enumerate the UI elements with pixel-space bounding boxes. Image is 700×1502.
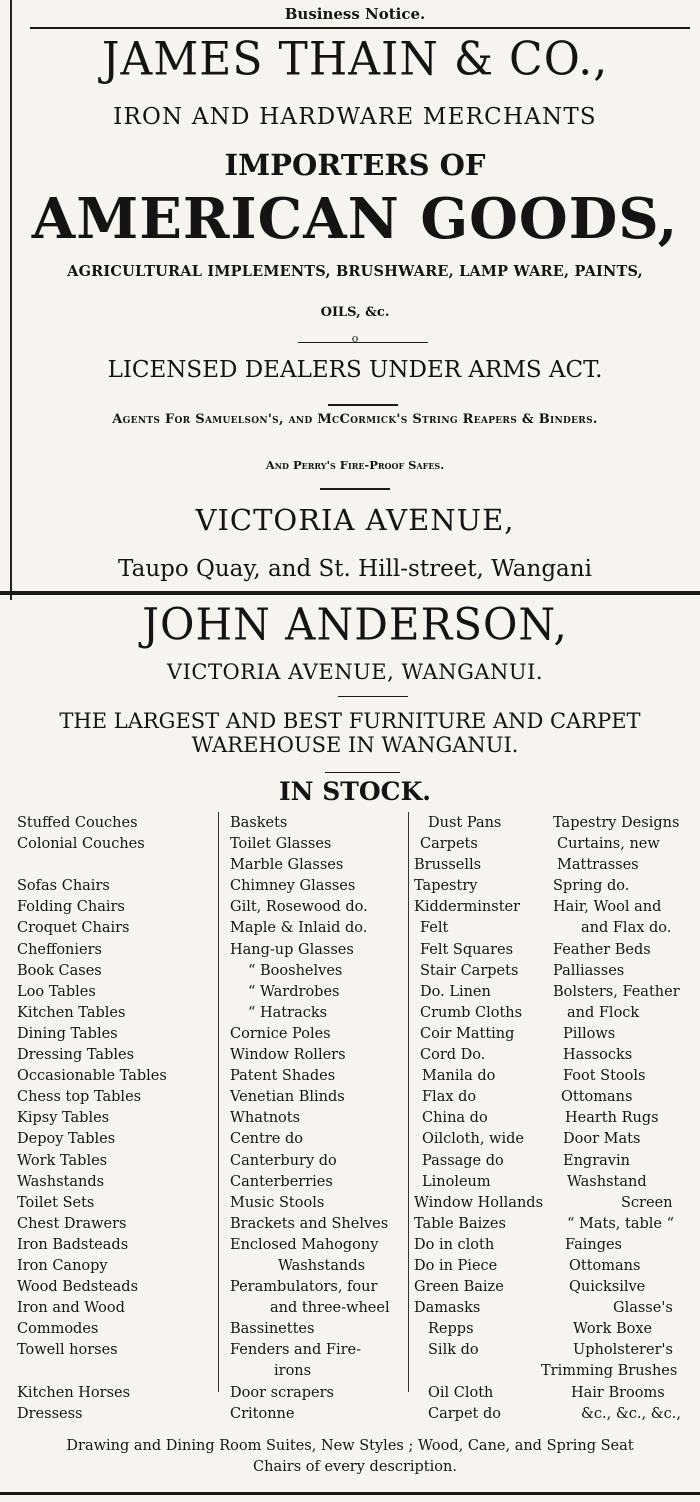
stock-item: Occasionable Tables	[17, 1068, 167, 1085]
section-divider	[0, 591, 700, 595]
stock-item: Wood Bedsteads	[17, 1279, 139, 1296]
stock-item: and three-wheel	[270, 1300, 390, 1317]
column-rule-2	[408, 812, 409, 1392]
stock-item: “ Hatracks	[248, 1004, 328, 1021]
stock-item: Venetian Blinds	[230, 1089, 345, 1106]
importers-heading: IMPORTERS OF	[224, 148, 486, 182]
stock-item	[17, 855, 167, 876]
stock-item: Mattrasses	[557, 857, 639, 874]
stock-item: Bassinettes	[230, 1321, 315, 1338]
stock-item: Window Hollands	[414, 1194, 544, 1211]
stock-item: Bolsters, Feather	[553, 983, 680, 1000]
address-line: Taupo Quay, and St. Hill-street, Wangani	[118, 556, 592, 582]
headline-rule	[325, 772, 400, 773]
goods-heading: AMERICAN GOODS,	[31, 186, 679, 252]
stock-item: China do	[422, 1110, 488, 1127]
stock-item: Linoleum	[422, 1173, 491, 1190]
stock-item: Door Mats	[563, 1131, 641, 1148]
stock-item: Toilet Sets	[17, 1194, 95, 1211]
separator-mark: o	[351, 332, 359, 345]
stock-item: Repps	[428, 1321, 474, 1338]
stock-item: Dining Tables	[17, 1025, 118, 1042]
stock-item: Perambulators, four	[230, 1279, 378, 1296]
firm-name: JAMES THAIN & CO.,	[101, 32, 609, 87]
notice-header: Business Notice.	[284, 5, 426, 23]
stock-item: Hang-up Glasses	[230, 941, 354, 958]
stock-item: Screen	[621, 1194, 673, 1211]
stock-item: Cord Do.	[420, 1047, 486, 1064]
stock-item: Silk do	[428, 1342, 479, 1359]
stock-item: Centre do	[230, 1131, 303, 1148]
stock-item: Kitchen Horses	[17, 1384, 131, 1401]
stock-item: Canterbury do	[230, 1152, 337, 1169]
stock-column-carpets	[414, 813, 543, 1425]
street-heading: VICTORIA AVENUE,	[195, 503, 515, 537]
stock-item: Kitchen Tables	[17, 1004, 126, 1021]
stock-item: Chest Drawers	[17, 1215, 127, 1232]
stock-item: Iron Badsteads	[17, 1236, 129, 1253]
stock-item: Dressess	[17, 1405, 83, 1422]
stock-item: Curtains, new	[557, 836, 660, 853]
column-rule-1	[218, 812, 219, 1392]
stock-item: Work Tables	[17, 1152, 108, 1169]
stock-item: Critonne	[230, 1405, 295, 1422]
stock-item: Do in cloth	[414, 1236, 495, 1253]
stock-item: Do. Linen	[420, 983, 491, 1000]
stock-item: Marble Glasses	[230, 857, 344, 874]
stock-item: Washstand	[567, 1173, 647, 1190]
stock-item: Crumb Cloths	[420, 1004, 523, 1021]
stock-column-bedding	[541, 813, 681, 1425]
stock-item: Feather Beds	[553, 941, 651, 958]
perry-rule	[320, 488, 390, 490]
footer-line-1: Drawing and Dining Room Suites, New Styles ; Wood, Cane, and Spring Seat	[66, 1438, 634, 1454]
stock-item: Loo Tables	[17, 983, 96, 1000]
headline-line-2: WAREHOUSE IN WANGANUI.	[191, 733, 519, 757]
stock-item: Tapestry Designs	[553, 815, 680, 831]
stock-item	[414, 1361, 543, 1382]
stock-item: Hearth Rugs	[565, 1110, 659, 1127]
location-rule	[338, 696, 408, 697]
stock-item: Coir Matting	[420, 1025, 515, 1042]
trade-description: IRON AND HARDWARE MERCHANTS	[113, 104, 597, 130]
stock-item: Passage do	[422, 1152, 504, 1169]
stock-item: Engravin	[563, 1152, 630, 1169]
stock-item: and Flock	[567, 1004, 640, 1021]
stock-item: Commodes	[17, 1321, 99, 1338]
stock-item: Fenders and Fire-	[230, 1342, 362, 1359]
stock-item: and Flax do.	[581, 920, 672, 937]
agents-line: Agents For Samuelson's, and McCormick's String Reapers & Binders.	[112, 412, 598, 427]
stock-item: Music Stools	[230, 1194, 325, 1211]
product-list: AGRICULTURAL IMPLEMENTS, BRUSHWARE, LAMP WARE, PAINTS,	[67, 263, 643, 280]
licensed-rule	[328, 404, 398, 406]
stock-item: &c., &c., &c.,	[581, 1405, 681, 1422]
stock-item: Quicksilve	[569, 1279, 646, 1296]
stock-item: Kipsy Tables	[17, 1110, 110, 1127]
stock-item: Glasse's	[613, 1300, 673, 1317]
stock-item: Washstands	[17, 1173, 105, 1190]
stock-item: Ottomans	[561, 1089, 633, 1106]
stock-item: Oil Cloth	[428, 1384, 494, 1401]
stock-item: Dressing Tables	[17, 1047, 135, 1064]
stock-item: Croquet Chairs	[17, 920, 130, 937]
stock-item: Table Baizes	[414, 1215, 506, 1232]
stock-item: Brussells	[414, 857, 482, 874]
stock-item: “ Booshelves	[248, 962, 343, 979]
stock-item: Enclosed Mahogony	[230, 1236, 379, 1253]
stock-heading: IN STOCK.	[278, 777, 431, 806]
stock-item: Tapestry	[414, 878, 478, 895]
licensed-dealers: LICENSED DEALERS UNDER ARMS ACT.	[107, 357, 603, 383]
stock-item: Towell horses	[17, 1342, 118, 1359]
stock-item: Kidderminster	[414, 899, 521, 916]
stock-item: Ottomans	[569, 1257, 641, 1274]
left-column-rule	[10, 0, 12, 600]
stock-item: Colonial Couches	[17, 836, 145, 853]
stock-item: Felt	[420, 920, 449, 937]
stock-item: Gilt, Rosewood do.	[230, 899, 368, 916]
stock-item: Whatnots	[230, 1110, 301, 1127]
header-rule	[30, 27, 690, 29]
stock-item: Cornice Poles	[230, 1025, 331, 1042]
stock-item: Dust Pans	[428, 815, 502, 831]
stock-item: Oilcloth, wide	[422, 1131, 524, 1148]
stock-column-fittings	[230, 813, 390, 1425]
stock-item: Hair Brooms	[571, 1384, 665, 1401]
stock-item: Iron Canopy	[17, 1257, 108, 1274]
stock-item: Patent Shades	[230, 1068, 336, 1085]
footer-line-2: Chairs of every description.	[253, 1459, 457, 1475]
stock-item: Pillows	[563, 1025, 616, 1042]
product-list-cont: OILS, &c.	[320, 305, 390, 320]
stock-item: “ Wardrobes	[248, 983, 340, 1000]
stock-item: “ Mats, table “	[567, 1215, 674, 1232]
stock-item: Book Cases	[17, 962, 102, 979]
stock-item: Iron and Wood	[17, 1300, 125, 1317]
anderson-location: VICTORIA AVENUE, WANGANUI.	[166, 660, 544, 684]
stock-item: Sofas Chairs	[17, 878, 110, 895]
stock-item: Maple & Inlaid do.	[230, 920, 368, 937]
stock-item: Trimming Brushes	[541, 1363, 678, 1380]
stock-item: Upholsterer's	[573, 1342, 673, 1359]
stock-item: Felt Squares	[420, 941, 514, 958]
stock-item: Door scrapers	[230, 1384, 334, 1401]
stock-item: Palliasses	[553, 962, 625, 979]
stock-item: Depoy Tables	[17, 1131, 116, 1148]
stock-item: Foot Stools	[563, 1068, 646, 1085]
stock-item: Chess top Tables	[17, 1089, 142, 1106]
stock-item: Stair Carpets	[420, 962, 519, 979]
stock-item: Carpets	[420, 836, 478, 853]
stock-item: Hassocks	[563, 1047, 633, 1064]
stock-item: Spring do.	[553, 878, 630, 895]
headline-line-1: THE LARGEST AND BEST FURNITURE AND CARPET	[59, 709, 641, 733]
stock-item: Fainges	[565, 1236, 623, 1253]
perry-safes-line: And Perry's Fire-Proof Safes.	[265, 458, 445, 472]
stock-item: Green Baize	[414, 1279, 504, 1296]
stock-item	[17, 1361, 167, 1382]
stock-item: irons	[274, 1363, 312, 1380]
stock-item: Canterberries	[230, 1173, 333, 1190]
anderson-name: JOHN ANDERSON,	[142, 598, 568, 651]
stock-item: Brackets and Shelves	[230, 1215, 389, 1232]
stock-item: Folding Chairs	[17, 899, 125, 916]
stock-item: Hair, Wool and	[553, 899, 662, 916]
stock-item: Toilet Glasses	[230, 836, 332, 853]
stock-item: Work Boxe	[573, 1321, 653, 1338]
stock-item: Carpet do	[428, 1405, 501, 1422]
stock-item: Stuffed Couches	[17, 815, 138, 831]
stock-item: Washstands	[278, 1257, 366, 1274]
stock-item: Cheffoniers	[17, 941, 102, 958]
stock-item: Window Rollers	[230, 1047, 346, 1064]
stock-item: Damasks	[414, 1300, 481, 1317]
stock-item: Flax do	[422, 1089, 477, 1106]
stock-item: Manila do	[422, 1068, 496, 1085]
stock-item: Do in Piece	[414, 1257, 498, 1274]
stock-column-furniture	[17, 813, 167, 1425]
stock-item: Baskets	[230, 815, 288, 831]
bottom-rule	[0, 1492, 700, 1495]
stock-item: Chimney Glasses	[230, 878, 356, 895]
